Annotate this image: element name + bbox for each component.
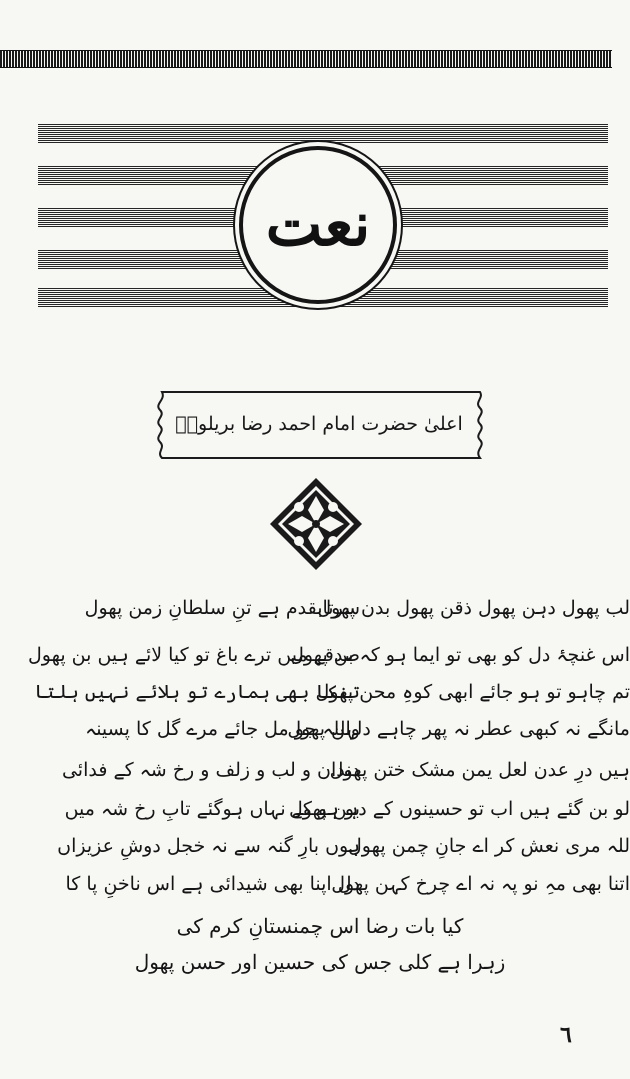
couplet-2-first: صدقے میں ترے باغ تو کیا لائے ہیں بن پھول: [27, 644, 360, 666]
couplet-5-second: ہیں درِ عدن لعل یمن مشک ختن پھول: [329, 759, 630, 781]
couplet-8-first: دل اپنا بھی شیدائی ہے اس ناخنِ پا کا: [65, 873, 360, 895]
page-number: ٦: [560, 1022, 572, 1048]
couplet-3-first: تنکا بھی ہمارے تو ہلائے نہیں ہلتا: [34, 681, 360, 703]
page-title: نعت: [265, 190, 371, 260]
couplet-4-second: مانگے نہ کبھی عطر نہ پھر چاہے دلہن پھول: [287, 718, 630, 740]
couplet-1-second: لب پھول دہن پھول ذقن پھول بدن پھول: [317, 597, 630, 619]
diamond-ornament-icon: [268, 476, 364, 572]
couplet-1-first: سرتابقدم ہے تنِ سلطانِ زمن پھول: [84, 597, 360, 619]
title-emblem: [239, 146, 397, 304]
couplet-3-second: تم چاہو تو ہو جائے ابھی کوہِ محن پھول: [315, 681, 630, 703]
couplet-4-first: واللہ جو مل جائے مرے گل کا پسینہ: [85, 718, 360, 740]
couplet-7-second: للہ مری نعش کر اے جانِ چمن پھول: [348, 835, 630, 857]
couplet-6-second: لو بن گئے ہیں اب تو حسینوں کے دہن پھول: [288, 798, 630, 820]
stripe-band: [38, 124, 608, 144]
couplet-7-first: ہوں بارِ گنہ سے نہ خجل دوشِ عزیزاں: [57, 835, 360, 857]
couplet-2-second: اس غنچۂ دل کو بھی تو ایما ہو کہ بن پھول: [290, 644, 630, 666]
couplet-5-first: دندان و لب و زلف و رخ شہ کے فدائی: [61, 759, 360, 781]
maqta-second: زہرا ہے کلی جس کی حسین اور حسن پھول: [134, 950, 506, 974]
couplet-6-first: بو ہو کے نہاں ہوگئے تابِ رخ شہ میں: [64, 798, 360, 820]
author-name: اعلیٰ حضرت امام احمد رضا بریلویؒ: [175, 413, 463, 435]
couplet-8-second: اتنا بھی مہِ نو پہ نہ اے چرخ کہن پھول: [331, 873, 630, 895]
maqta-first: کیا بات رضا اس چمنستانِ کرم کی: [176, 914, 464, 938]
